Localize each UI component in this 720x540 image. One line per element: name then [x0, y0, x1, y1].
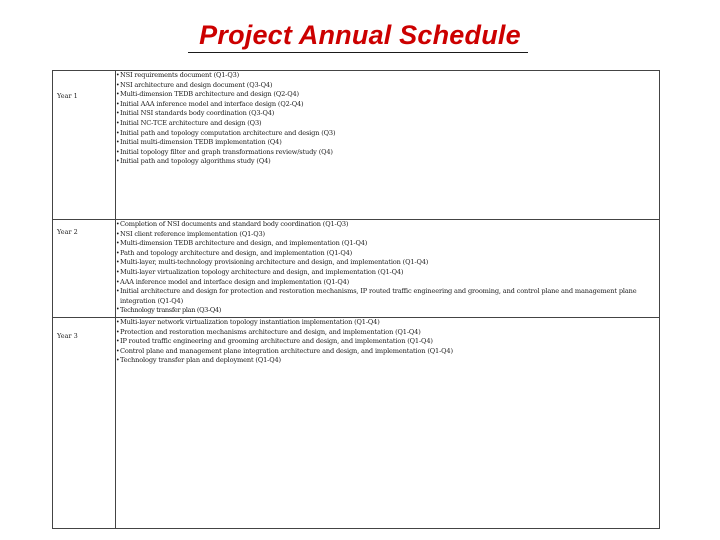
list-item [116, 347, 659, 357]
bullet-icon: • [116, 148, 120, 156]
year-label: Year 3 [57, 332, 78, 340]
bullet-icon: • [116, 288, 120, 296]
bullet-icon: • [116, 278, 120, 286]
task-text: Initial topology filter and graph transformations review/study (Q4) [120, 147, 333, 156]
bullet-icon: • [116, 347, 120, 355]
bullet-icon: • [116, 240, 120, 248]
list-item [116, 287, 659, 306]
year-label: Year 1 [57, 92, 78, 100]
list-item [116, 306, 659, 314]
task-text: Multi-layer, multi-technology provisioning architecture and design, and implementation (Q1-Q4) [120, 258, 429, 267]
task-text: Initial architecture and design for protection and restoration mechanisms, IP routed traffic engineering and grooming, and control plane and management plane integration (Q1-Q4) [120, 287, 637, 305]
list-item [116, 318, 659, 328]
task-text: Multi-layer virtualization topology architecture and design, and implementation (Q1-Q4) [120, 267, 404, 276]
bullet-icon: • [116, 158, 120, 166]
table-row [53, 318, 660, 529]
bullet-icon: • [116, 119, 120, 127]
list-item [116, 119, 659, 129]
bullet-icon: • [116, 81, 120, 89]
task-text: NSI requirements document (Q1-Q3) [120, 71, 240, 79]
task-text: NSI client reference implementation (Q1-Q3) [120, 229, 265, 238]
task-text: NSI architecture and design document (Q3-Q4) [120, 80, 273, 89]
task-text: Multi-layer network virtualization topology instantiation implementation (Q1-Q4) [120, 318, 380, 326]
list-item [116, 81, 659, 91]
bullet-icon: • [116, 319, 120, 326]
task-text: Control plane and management plane integration architecture and design, and implementation (Q1-Q4) [120, 346, 453, 355]
bullet-icon: • [116, 72, 120, 79]
table-row [53, 71, 660, 220]
list-item [116, 71, 659, 81]
list-item [116, 328, 659, 338]
list-item [116, 239, 659, 249]
task-text: Initial NSI standards body coordination (Q3-Q4) [120, 109, 275, 118]
list-item [116, 157, 659, 167]
task-text: Technology transfer plan (Q3-Q4) [120, 306, 221, 315]
bullet-icon: • [116, 230, 120, 238]
list-item [116, 258, 659, 268]
task-text: Initial path and topology algorithms study (Q4) [120, 157, 271, 166]
task-text: Technology transfer plan and deployment (Q1-Q4) [120, 356, 281, 365]
bullet-icon: • [116, 338, 120, 346]
year-label: Year 2 [57, 228, 78, 236]
bullet-icon: • [116, 110, 120, 118]
task-text: Initial NC-TCE architecture and design (Q3) [120, 118, 262, 127]
year-cell [53, 220, 116, 318]
bullet-icon: • [116, 91, 120, 99]
task-text: AAA inference model and interface design and implementation (Q1-Q4) [120, 277, 350, 286]
bullet-icon: • [116, 139, 120, 147]
list-item [116, 278, 659, 288]
tasks-cell [116, 71, 660, 220]
task-text: Multi-dimension TEDB architecture and design, and implementation (Q1-Q4) [120, 239, 368, 248]
bullet-icon: • [116, 357, 120, 365]
task-text: Multi-dimension TEDB architecture and design (Q2-Q4) [120, 90, 299, 99]
task-text: Initial multi-dimension TEDB implementation (Q4) [120, 138, 282, 147]
list-item [116, 268, 659, 278]
list-item [116, 90, 659, 100]
task-text: Completion of NSI documents and standard body coordination (Q1-Q3) [120, 220, 349, 228]
task-text: IP routed traffic engineering and grooming architecture and design, and implementation (Q1-Q4) [120, 337, 433, 346]
list-item [116, 230, 659, 240]
task-text: Initial path and topology computation architecture and design (Q3) [120, 128, 336, 137]
year-cell [53, 71, 116, 220]
list-item [116, 109, 659, 119]
task-text: Initial AAA inference model and interface design (Q2-Q4) [120, 99, 304, 108]
task-text: Protection and restoration mechanisms architecture and design, and implementation (Q1-Q4) [120, 327, 421, 336]
bullet-icon: • [116, 328, 120, 336]
tasks-cell [116, 318, 660, 529]
list-item [116, 138, 659, 148]
title-underline [188, 52, 528, 53]
list-item [116, 100, 659, 110]
bullet-icon: • [116, 259, 120, 267]
task-text: Path and topology architecture and design, and implementation (Q1-Q4) [120, 248, 353, 257]
bullet-icon: • [116, 100, 120, 108]
year-cell [53, 318, 116, 529]
bullet-icon: • [116, 268, 120, 276]
task-list [116, 318, 659, 366]
task-list [116, 220, 659, 315]
page-title: Project Annual Schedule [199, 20, 521, 50]
list-item [116, 148, 659, 158]
tasks-cell [116, 220, 660, 318]
bullet-icon: • [116, 306, 120, 314]
list-item [116, 129, 659, 139]
schedule-table [52, 70, 660, 529]
table-row [53, 220, 660, 318]
list-item [116, 249, 659, 259]
list-item [116, 220, 659, 230]
list-item [116, 356, 659, 366]
bullet-icon: • [116, 129, 120, 137]
list-item [116, 337, 659, 347]
task-list [116, 71, 659, 167]
bullet-icon: • [116, 221, 120, 228]
bullet-icon: • [116, 249, 120, 257]
